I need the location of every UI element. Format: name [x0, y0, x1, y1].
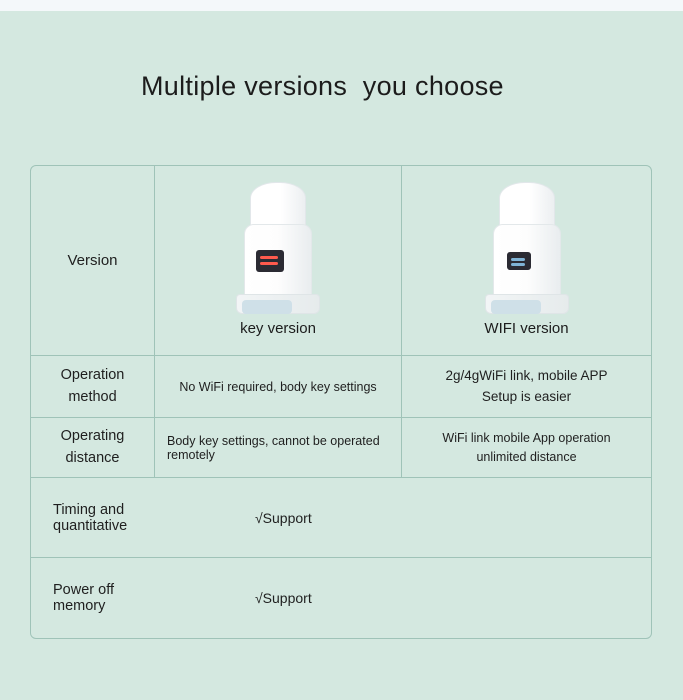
row-label-line2: distance: [65, 449, 120, 466]
row-label-timing: Timing and quantitative: [53, 501, 128, 534]
pet-feeder-wifi-icon: [479, 182, 575, 314]
operating-distance-key-value: Body key settings, cannot be operated remotely: [155, 418, 402, 477]
table-row: [31, 478, 651, 558]
table-row: [31, 558, 651, 638]
key-version-caption: key version: [240, 320, 316, 337]
comparison-table: [30, 165, 652, 639]
wifi-value-line2: Setup is easier: [481, 388, 572, 404]
row-label-operation-method: [31, 356, 155, 417]
row-label-power-off-memory: Power off memory: [53, 582, 114, 614]
timing-support-value: √Support: [255, 509, 312, 526]
row-label-version: Version: [31, 166, 155, 355]
key-version-cell: [155, 166, 402, 355]
row-label-line1: Operating: [60, 427, 125, 444]
operation-method-wifi-value: [402, 356, 651, 417]
pet-feeder-key-icon: [230, 182, 326, 314]
row-label-operating-distance: [31, 418, 155, 477]
product-comparison-page: [0, 11, 683, 700]
wifi-value-line2: unlimited distance: [476, 449, 577, 464]
row-label-line1: Operation: [60, 366, 125, 383]
wifi-version-cell: [402, 166, 651, 355]
wifi-value-line1: WiFi link mobile App operation: [442, 430, 611, 445]
row-label-line2: method: [68, 388, 117, 405]
top-strip: [0, 0, 683, 11]
power-off-memory-support-value: √Support: [255, 590, 312, 606]
operating-distance-wifi-value: [402, 418, 651, 477]
page-title: Multiple versions you choose: [141, 71, 504, 101]
operation-method-key-value: No WiFi required, body key settings: [155, 356, 402, 417]
table-row: [31, 356, 651, 418]
wifi-value-line1: 2g/4gWiFi link, mobile APP: [445, 368, 608, 384]
table-row: [31, 166, 651, 356]
wifi-version-caption: WIFI version: [484, 320, 569, 337]
table-row: [31, 418, 651, 478]
